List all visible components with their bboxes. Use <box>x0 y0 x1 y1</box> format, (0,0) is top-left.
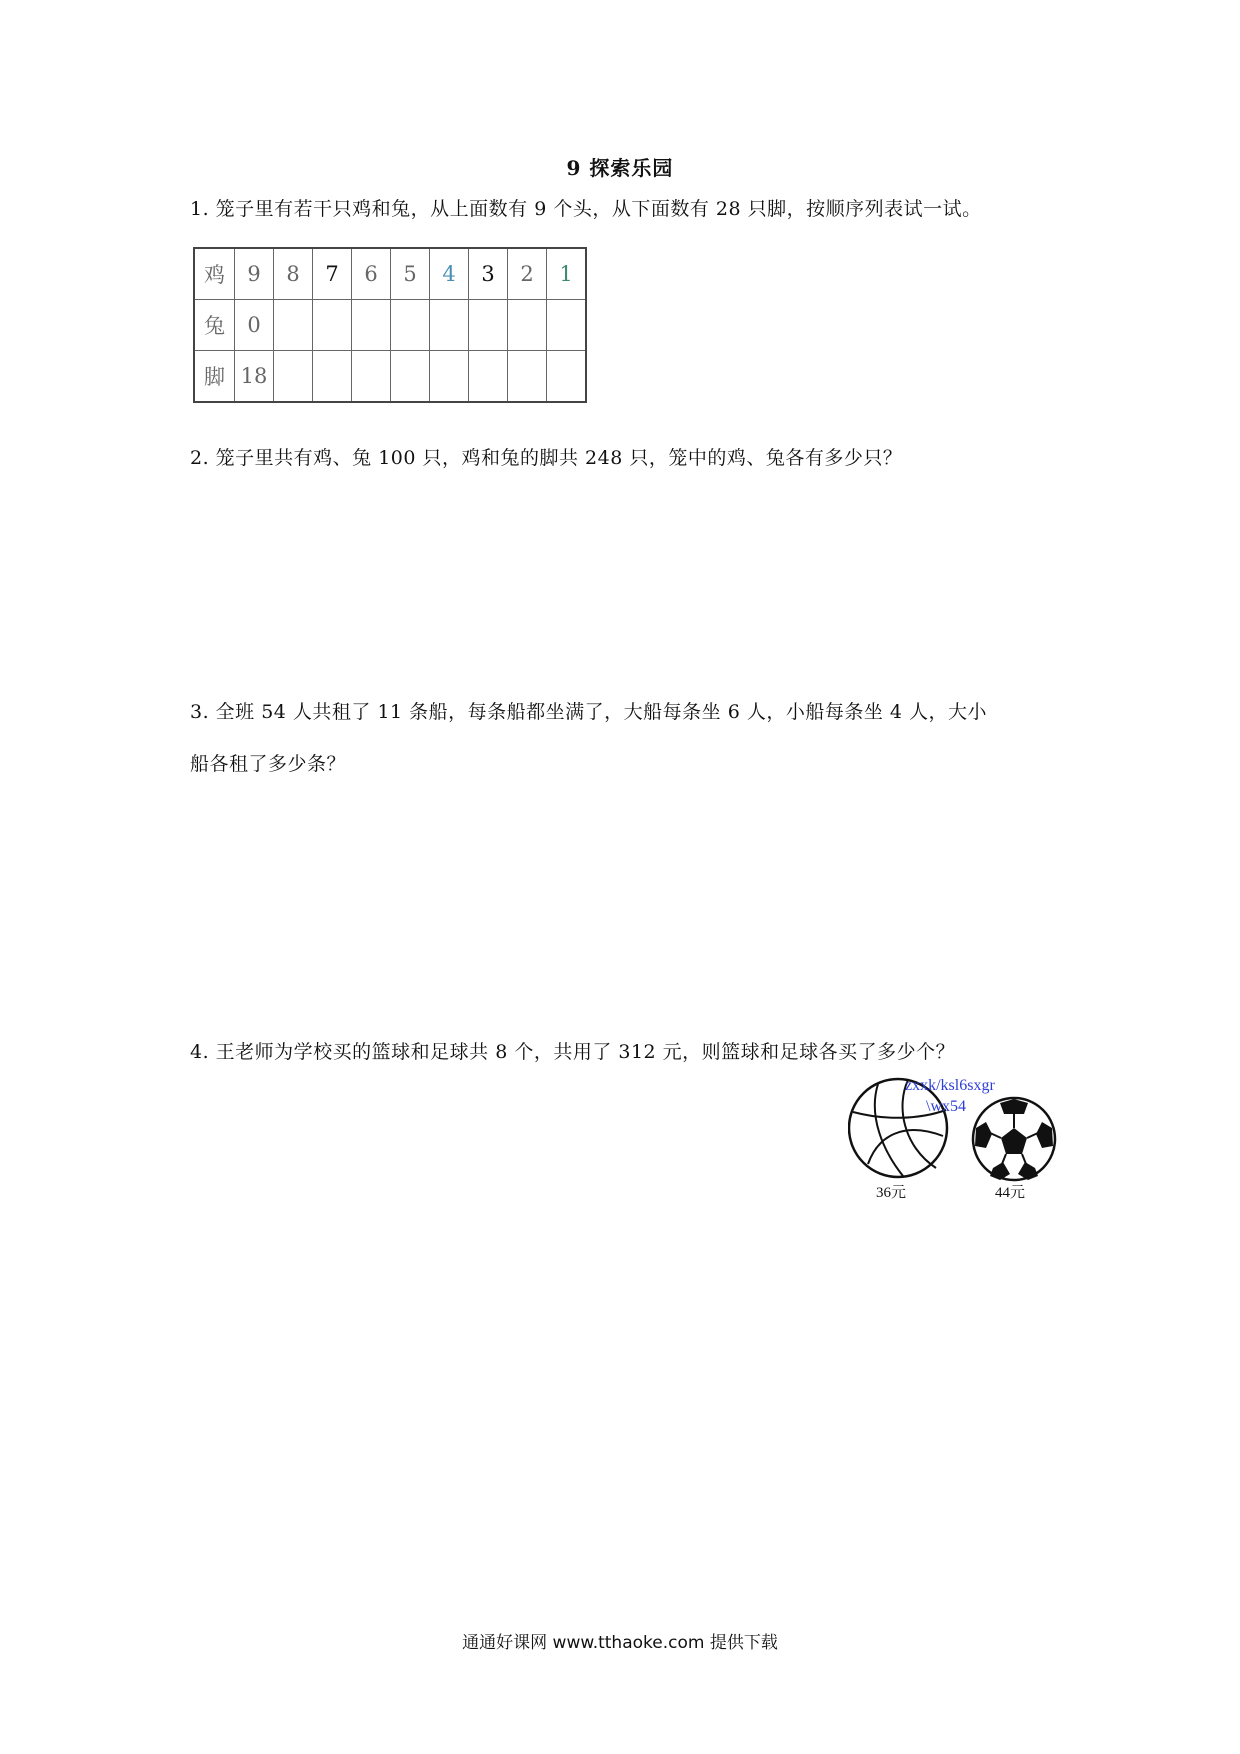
table-cell <box>547 351 587 403</box>
table-cell: 3 <box>469 248 508 300</box>
watermark-text-1: zxxk/ksl6sxgr <box>905 1077 995 1094</box>
table-cell: 0 <box>235 300 274 351</box>
question-4-text: 4. 王老师为学校买的篮球和足球共 8 个，共用了 312 元，则篮球和足球各买了多少个？ <box>190 1041 956 1063</box>
table-cell <box>391 351 430 403</box>
table-cell <box>313 300 352 351</box>
table-cell: 4 <box>430 248 469 300</box>
watermark-text-2: \wx54 <box>926 1098 966 1115</box>
table-cell <box>469 351 508 403</box>
table-row-feet <box>194 351 586 403</box>
table-cell: 8 <box>274 248 313 300</box>
row-label: 鸡 <box>194 248 235 300</box>
football-price: 44元 <box>995 1185 1026 1201</box>
football-icon <box>973 1098 1055 1180</box>
table-cell <box>430 351 469 403</box>
table-row-chicken <box>194 248 586 300</box>
question-1-text: 1. 笼子里有若干只鸡和兔，从上面数有 9 个头，从下面数有 28 只脚，按顺序列表试一试。 <box>190 198 982 220</box>
table-cell <box>430 300 469 351</box>
table-cell <box>352 351 391 403</box>
table-cell <box>391 300 430 351</box>
table-cell: 6 <box>352 248 391 300</box>
table-cell: 9 <box>235 248 274 300</box>
basketball-price: 36元 <box>876 1185 907 1201</box>
table-cell: 5 <box>391 248 430 300</box>
row-label: 脚 <box>194 351 235 403</box>
table-cell: 7 <box>313 248 352 300</box>
question-2-text: 2. 笼子里共有鸡、兔 100 只，鸡和兔的脚共 248 只，笼中的鸡、兔各有多少只？ <box>190 447 903 469</box>
table-cell: 18 <box>235 351 274 403</box>
question-3-line-1: 3. 全班 54 人共租了 11 条船，每条船都坐满了，大船每条坐 6 人，小船每条坐 4 人，大小 <box>190 701 988 723</box>
table-cell <box>274 351 313 403</box>
footer-credit: 通通好课网 www.tthaoke.com 提供下载 <box>462 1633 778 1653</box>
table-cell <box>508 351 547 403</box>
question-3-line-2: 船各租了多少条？ <box>190 753 347 775</box>
chicken-rabbit-table <box>193 247 587 403</box>
table-cell: 2 <box>508 248 547 300</box>
row-label: 兔 <box>194 300 235 351</box>
table-row-rabbit <box>194 300 586 351</box>
table-cell <box>352 300 391 351</box>
table-cell: 1 <box>547 248 587 300</box>
table-cell <box>274 300 313 351</box>
table-cell <box>469 300 508 351</box>
table-cell <box>547 300 587 351</box>
page-title: 9 探索乐园 <box>566 156 674 180</box>
table-cell <box>508 300 547 351</box>
table-cell <box>313 351 352 403</box>
